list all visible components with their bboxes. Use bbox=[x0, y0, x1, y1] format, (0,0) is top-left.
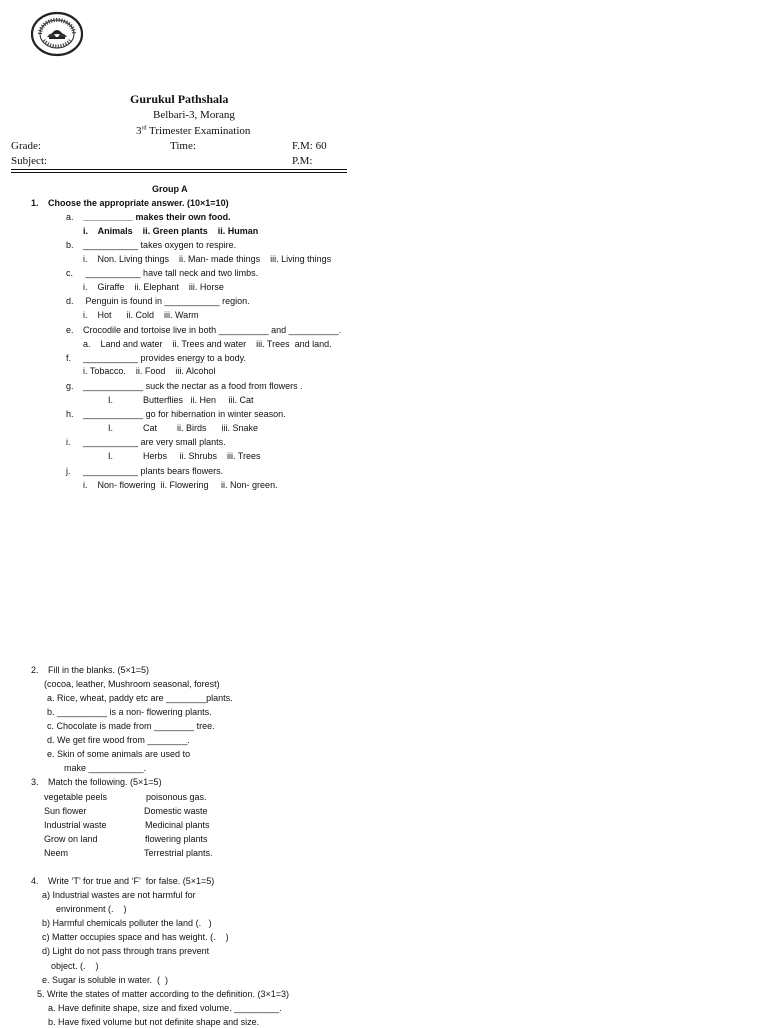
grade-label: Grade: bbox=[11, 140, 41, 152]
q2-line-e: e. Skin of some animals are used to bbox=[47, 749, 191, 759]
q2-line-a: a. Rice, wheat, paddy etc are ________plants. bbox=[47, 693, 233, 703]
header-rule-bottom bbox=[11, 172, 347, 173]
q4-line-d: d) Light do not pass through trans prevent bbox=[42, 946, 210, 956]
school-name: Gurukul Pathshala bbox=[130, 92, 229, 106]
q5-line-a: a. Have definite shape, size and fixed volume. _________. bbox=[48, 1003, 282, 1013]
q1h-options: I. Cat ii. Birds iii. Snake bbox=[83, 423, 259, 433]
q3-left-2: Sun flower bbox=[44, 806, 87, 816]
school-seal-logo bbox=[30, 10, 84, 58]
q1a-letter: a. bbox=[66, 212, 74, 222]
q1j-options: i. Non- flowering ii. Flowering ii. Non- green. bbox=[83, 480, 278, 490]
q1j-letter: j. bbox=[66, 466, 71, 476]
q1e-options: a. Land and water ii. Trees and water iii. Trees and land. bbox=[83, 339, 332, 349]
q1e-letter: e. bbox=[66, 325, 74, 335]
q3-heading: Match the following. (5×1=5) bbox=[48, 777, 162, 787]
q4-line-b: b) Harmful chemicals polluter the land (. ) bbox=[42, 918, 212, 928]
q1-heading: Choose the appropriate answer. (10×1=10) bbox=[48, 198, 229, 208]
q1h-question: ____________ go for hibernation in winter season. bbox=[83, 409, 286, 419]
q3-right-2: Domestic waste bbox=[144, 806, 208, 816]
q2-line-d: d. We get fire wood from ________. bbox=[47, 735, 190, 745]
q2-number: 2. bbox=[31, 665, 39, 675]
q1d-question: Penguin is found in ___________ region. bbox=[83, 296, 250, 306]
q1c-letter: c. bbox=[66, 268, 74, 278]
exam-title-rest: Trimester Examination bbox=[146, 125, 251, 137]
q4-line-e: e. Sugar is soluble in water. ( ) bbox=[42, 975, 169, 985]
q1f-options: i. Tobacco. ii. Food iii. Alcohol bbox=[83, 366, 216, 376]
q1a-options: i. Animals ii. Green plants ii. Human bbox=[83, 226, 259, 236]
q5-line-b: b. Have fixed volume but not definite shape and size. bbox=[48, 1017, 260, 1027]
q1g-options: I. Butterflies ii. Hen iii. Cat bbox=[83, 395, 254, 405]
q1a-question: __________ makes their own food. bbox=[83, 212, 231, 222]
exam-ordinal: 3 bbox=[136, 125, 142, 137]
q1j-question: ___________ plants bears flowers. bbox=[83, 466, 224, 476]
school-address: Belbari-3, Morang bbox=[153, 109, 235, 121]
subject-label: Subject: bbox=[11, 155, 48, 167]
group-a-title: Group A bbox=[152, 184, 188, 194]
header-rule-top bbox=[11, 169, 347, 170]
q4-number: 4. bbox=[31, 876, 39, 886]
q3-number: 3. bbox=[31, 777, 39, 787]
q4-line-c: c) Matter occupies space and has weight. (. ) bbox=[42, 932, 229, 942]
q5-heading: 5. Write the states of matter according to the definition. (3×1=3) bbox=[37, 989, 289, 999]
q1b-letter: b. bbox=[66, 240, 74, 250]
q1-number: 1. bbox=[31, 198, 39, 208]
q2-line-e-cont: make ___________. bbox=[64, 763, 147, 773]
q1d-letter: d. bbox=[66, 296, 74, 306]
q4-heading: Write ‘T’ for true and ‘F’ for false. (5×1=5) bbox=[48, 876, 215, 886]
q1i-question: ___________ are very small plants. bbox=[83, 437, 226, 447]
full-marks-label: F.M: 60 bbox=[292, 140, 327, 152]
q4-line-d-cont: object. (. ) bbox=[51, 961, 99, 971]
q1i-letter: i. bbox=[66, 437, 71, 447]
q3-right-5: Terrestrial plants. bbox=[144, 848, 213, 858]
q1c-options: i. Giraffe ii. Elephant iii. Horse bbox=[83, 282, 224, 292]
q3-left-5: Neem bbox=[44, 848, 69, 858]
q3-left-1: vegetable peels bbox=[44, 792, 108, 802]
q1c-question: ___________ have tall neck and two limbs. bbox=[83, 268, 259, 278]
q4-line-a-cont: environment (. ) bbox=[56, 904, 127, 914]
q1g-question: ____________ suck the nectar as a food from flowers . bbox=[83, 381, 303, 391]
exam-title bbox=[136, 125, 250, 137]
q3-left-4: Grow on land bbox=[44, 834, 98, 844]
q1i-options: I. Herbs ii. Shrubs iii. Trees bbox=[83, 451, 261, 461]
q3-right-1: poisonous gas. bbox=[146, 792, 207, 802]
q2-word-bank: (cocoa, leather, Mushroom seasonal, forest) bbox=[44, 679, 220, 689]
pass-marks-label: P.M: bbox=[292, 155, 313, 167]
q1f-question: ___________ provides energy to a body. bbox=[83, 353, 246, 363]
q2-line-b: b. __________ is a non- flowering plants. bbox=[47, 707, 212, 717]
time-label: Time: bbox=[170, 140, 196, 152]
q3-right-3: Medicinal plants bbox=[145, 820, 210, 830]
q2-line-c: c. Chocolate is made from ________ tree. bbox=[47, 721, 215, 731]
q1d-options: i. Hot ii. Cold iii. Warm bbox=[83, 310, 199, 320]
q1g-letter: g. bbox=[66, 381, 74, 391]
q2-heading: Fill in the blanks. (5×1=5) bbox=[48, 665, 150, 675]
q1h-letter: h. bbox=[66, 409, 74, 419]
q1f-letter: f. bbox=[66, 353, 72, 363]
q1e-question: Crocodile and tortoise live in both __________ and __________. bbox=[83, 325, 342, 335]
q3-right-4: flowering plants bbox=[145, 834, 208, 844]
q4-line-a: a) Industrial wastes are not harmful for bbox=[42, 890, 196, 900]
q3-left-3: Industrial waste bbox=[44, 820, 107, 830]
exam-ordinal-suffix: rd bbox=[141, 125, 147, 132]
q1b-options: i. Non. Living things ii. Man- made things iii. Living things bbox=[83, 254, 332, 264]
q1b-question: ___________ takes oxygen to respire. bbox=[83, 240, 237, 250]
